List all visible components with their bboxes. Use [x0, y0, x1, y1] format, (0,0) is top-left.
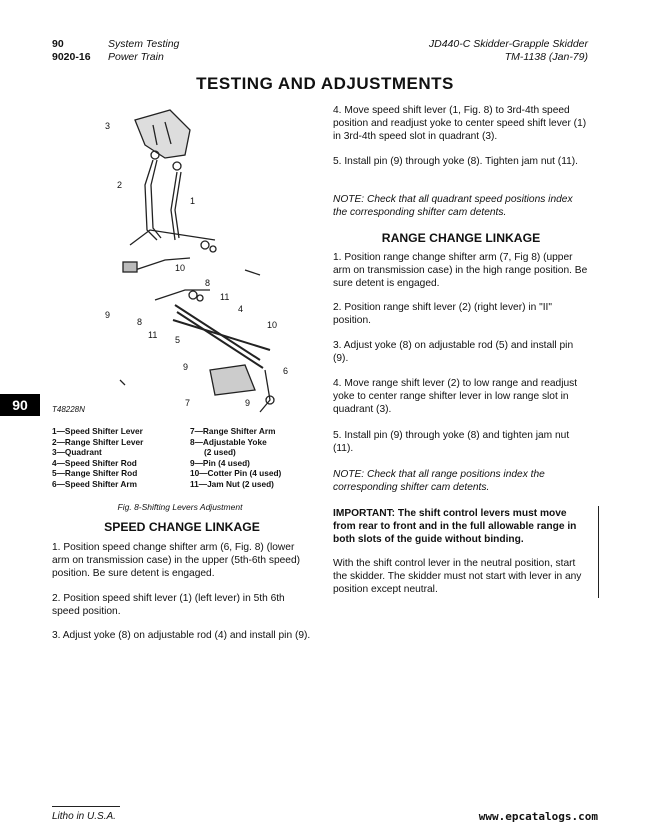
range-step-5: 5. Install pin (9) through yoke (8) and tighten jam nut (11). — [333, 430, 570, 455]
speed-step-4: 4. Move speed shift lever (1, Fig. 8) to 3rd-4th speed position and readjust yoke to center speed shift lever (1) in 3rd-4th speed slot in quadrant (3). — [333, 105, 587, 143]
note-speed: NOTE: Check that all quadrant speed positions index the corresponding shifter cam detents. — [333, 194, 573, 219]
page-number: 90 — [52, 38, 64, 50]
figure-legend-left — [52, 426, 143, 490]
legend-item: 5—Range Shifter Rod — [52, 468, 138, 479]
speed-change-heading: SPEED CHANGE LINKAGE — [104, 520, 260, 534]
callout-4: 4 — [238, 304, 244, 314]
section-title: System Testing — [108, 38, 180, 50]
speed-step-1: 1. Position speed change shifter arm (6, Fig. 8) (lower arm on transmission case) in the upper (5th-6th speed) position. Be sure detent is engaged. — [52, 542, 301, 580]
legend-item: 11—Jam Nut (2 used) — [190, 478, 274, 489]
section-code: 9020-16 — [52, 51, 91, 63]
legend-item: 6—Speed Shifter Arm — [52, 478, 137, 489]
legend-item: (2 used) — [204, 447, 236, 458]
callout-2: 2 — [117, 180, 123, 190]
callout-8b: 8 — [137, 317, 143, 327]
important-note: IMPORTANT: The shift control levers must move from rear to front and in the full allowable range in both slots of the guide without binding. — [333, 508, 577, 546]
legend-item: 4—Speed Shifter Rod — [52, 457, 137, 468]
legend-item: 10—Cotter Pin (4 used) — [190, 468, 282, 479]
callout-7: 7 — [185, 398, 191, 408]
callout-5: 5 — [175, 335, 181, 345]
legend-item: 9—Pin (4 used) — [190, 457, 250, 468]
manual-title: JD440-C Skidder-Grapple Skidder — [428, 38, 588, 50]
range-step-4: 4. Move range shift lever (2) to low range and readjust yoke to center range shifter lever in low range slot in quadrant (3). — [333, 378, 578, 416]
range-step-1: 1. Position range change shifter arm (7, Fig 8) (upper arm on transmission case) in the high range position. Be sure detent is engaged. — [333, 252, 588, 290]
callout-6: 6 — [283, 366, 289, 376]
callout-8a: 8 — [205, 278, 211, 288]
callout-9c: 9 — [245, 398, 251, 408]
legend-item: 7—Range Shifter Arm — [190, 426, 276, 436]
speed-step-5: 5. Install pin (9) through yoke (8). Tighten jam nut (11). — [333, 156, 578, 167]
legend-item: 8—Adjustable Yoke — [190, 436, 267, 447]
callout-11b: 11 — [148, 330, 158, 340]
legend-item: 1—Speed Shifter Lever — [52, 426, 143, 436]
litho-note: Litho in U.S.A. — [52, 811, 116, 822]
neutral-start-check: With the shift control lever in the neutral position, start the skidder. The skidder must not start with lever in any position except neutral. — [333, 558, 582, 596]
side-tab: 90 — [0, 394, 40, 416]
speed-step-2: 2. Position speed shift lever (1) (left lever) in 5th 6th speed position. — [52, 593, 285, 618]
note-range: NOTE: Check that all range positions index the corresponding shifter cam detents. — [333, 469, 545, 494]
figure-id: T48228N — [52, 405, 85, 414]
website-watermark[interactable]: www.epcatalogs.com — [478, 810, 598, 823]
page-title: TESTING AND ADJUSTMENTS — [196, 74, 454, 93]
shifting-levers-figure — [95, 100, 320, 420]
callout-10a: 10 — [175, 263, 186, 273]
legend-item: 2—Range Shifter Lever — [52, 436, 144, 447]
callout-3: 3 — [105, 121, 111, 131]
subsection-title: Power Train — [108, 51, 164, 63]
manual-code: TM-1138 (Jan-79) — [504, 51, 588, 63]
callout-9b: 9 — [183, 362, 189, 372]
callout-11a: 11 — [220, 292, 230, 302]
figure-legend-right — [190, 426, 281, 490]
figure-caption: Fig. 8-Shifting Levers Adjustment — [117, 502, 243, 512]
legend-item: 3—Quadrant — [52, 447, 102, 458]
footer-rule — [52, 806, 120, 807]
linkage-drawing — [95, 100, 320, 420]
callout-9a: 9 — [105, 310, 111, 320]
range-step-2: 2. Position range shift lever (2) (right lever) in "II" position. — [333, 302, 552, 327]
callout-1: 1 — [190, 196, 196, 206]
speed-step-3: 3. Adjust yoke (8) on adjustable rod (4) and install pin (9). — [52, 630, 311, 641]
range-change-heading: RANGE CHANGE LINKAGE — [381, 231, 541, 245]
change-bar — [598, 506, 599, 598]
callout-10b: 10 — [267, 320, 278, 330]
range-step-3: 3. Adjust yoke (8) on adjustable rod (5) and install pin (9). — [333, 340, 574, 365]
